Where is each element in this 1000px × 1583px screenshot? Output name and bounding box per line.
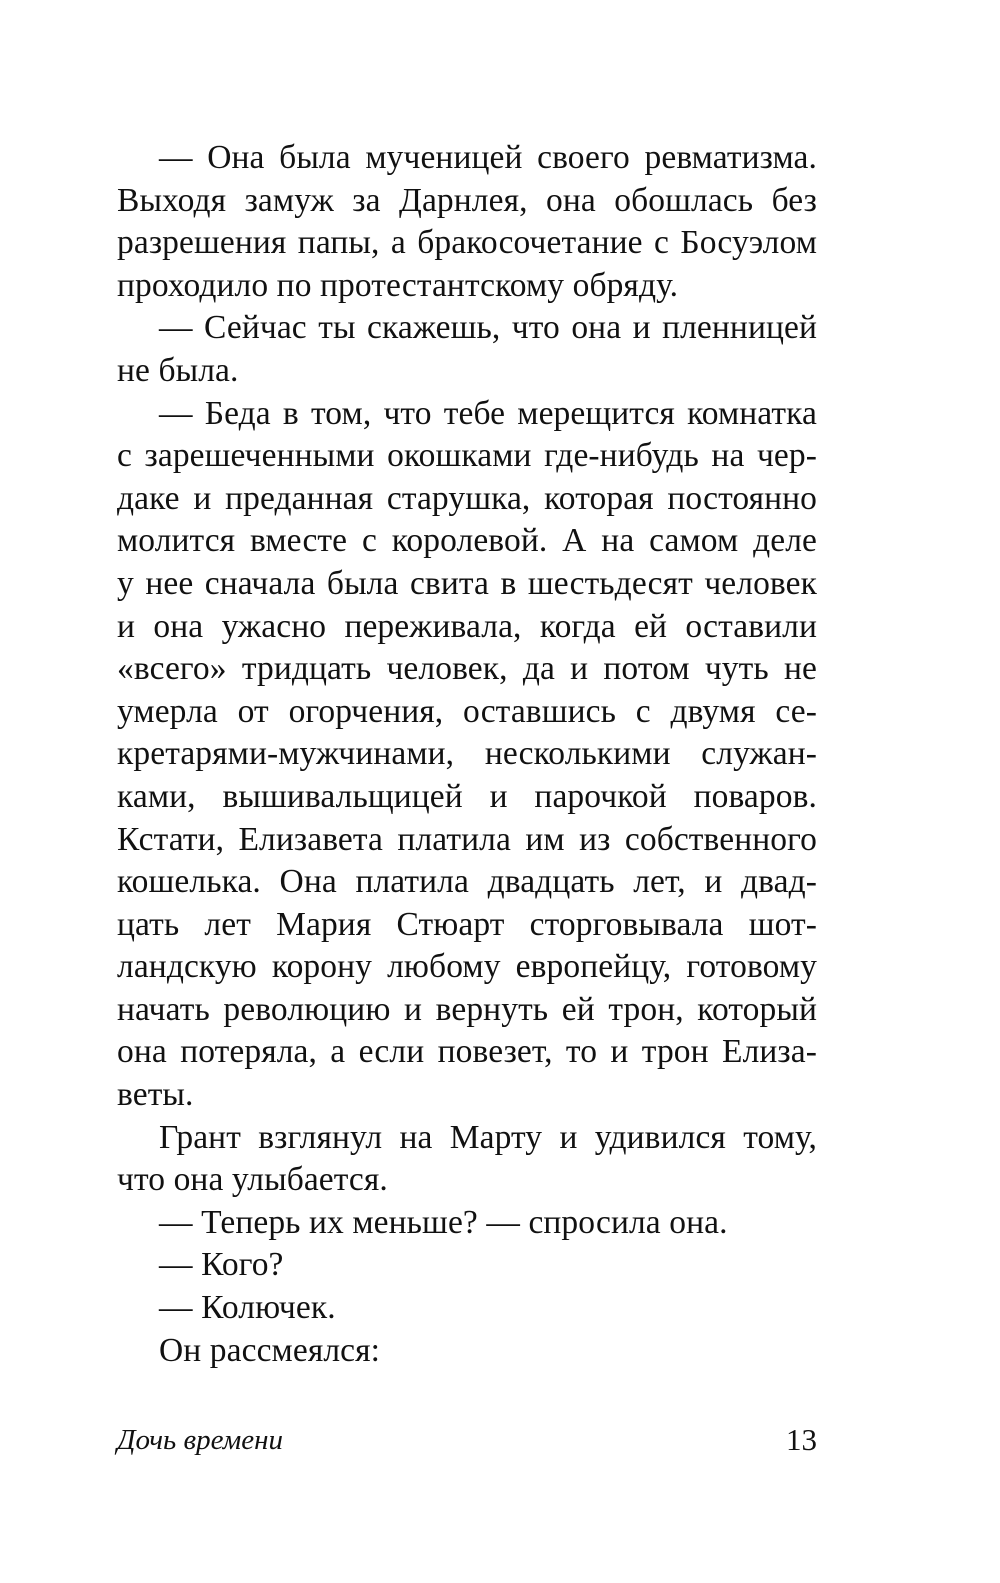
text-line: «всего» тридцать человек, да и потом чуть не (117, 650, 817, 688)
text-line: Кстати, Елизавета платила им из собственного (117, 820, 817, 858)
text-line: она потеряла, а если повезет, то и трон Елиза- (117, 1033, 817, 1071)
text-line: начать революцию и вернуть ей трон, который (117, 990, 817, 1028)
page-body-text (117, 137, 817, 1372)
text-line: — Колючек. (159, 1289, 336, 1327)
text-line: с зарешеченными окошками где-нибудь на чер- (117, 437, 817, 475)
text-line: — Она была мученицей своего ревматизма. (159, 139, 817, 176)
page-number: 13 (786, 1422, 817, 1457)
text-line: — Кого? (159, 1246, 284, 1284)
text-line: умерла от огорчения, оставшись с двумя се- (117, 692, 817, 730)
text-line: проходило по протестантскому обряду. (117, 266, 679, 304)
text-line: ландскую корону любому европейцу, готовому (117, 948, 817, 986)
text-line: даке и преданная старушка, которая постоянно (117, 479, 817, 517)
text-line: Он рассмеялся: (159, 1331, 381, 1369)
text-line: веты. (117, 1076, 194, 1114)
text-line: не была. (117, 351, 239, 389)
text-line: что она улыбается. (117, 1161, 388, 1199)
text-line: цать лет Мария Стюарт сторговывала шот- (117, 905, 817, 943)
text-line: у нее сначала была свита в шестьдесят человек (117, 564, 817, 602)
text-line: Выходя замуж за Дарнлея, она обошлась без (117, 181, 817, 219)
text-line: и она ужасно переживала, когда ей оставили (117, 607, 817, 645)
text-line: молится вместе с королевой. А на самом деле (117, 522, 817, 560)
text-line: ками, вышивальщицей и парочкой поваров. (117, 777, 817, 815)
text-line: — Теперь их меньше? — спросила она. (159, 1203, 728, 1241)
text-line: кретарями-мужчинами, несколькими служан- (117, 735, 817, 773)
text-line: — Беда в том, что тебе мерещится комнатка (159, 394, 817, 432)
text-line: — Сейчас ты скажешь, что она и пленницей (159, 309, 817, 347)
text-line: Грант взглянул на Марту и удивился тому, (159, 1118, 817, 1156)
page-footer (117, 1420, 817, 1460)
running-title: Дочь времени (117, 1424, 283, 1456)
text-line: разрешения папы, а бракосочетание с Босуэлом (117, 224, 817, 262)
text-line: кошелька. Она платила двадцать лет, и двад- (117, 863, 817, 901)
